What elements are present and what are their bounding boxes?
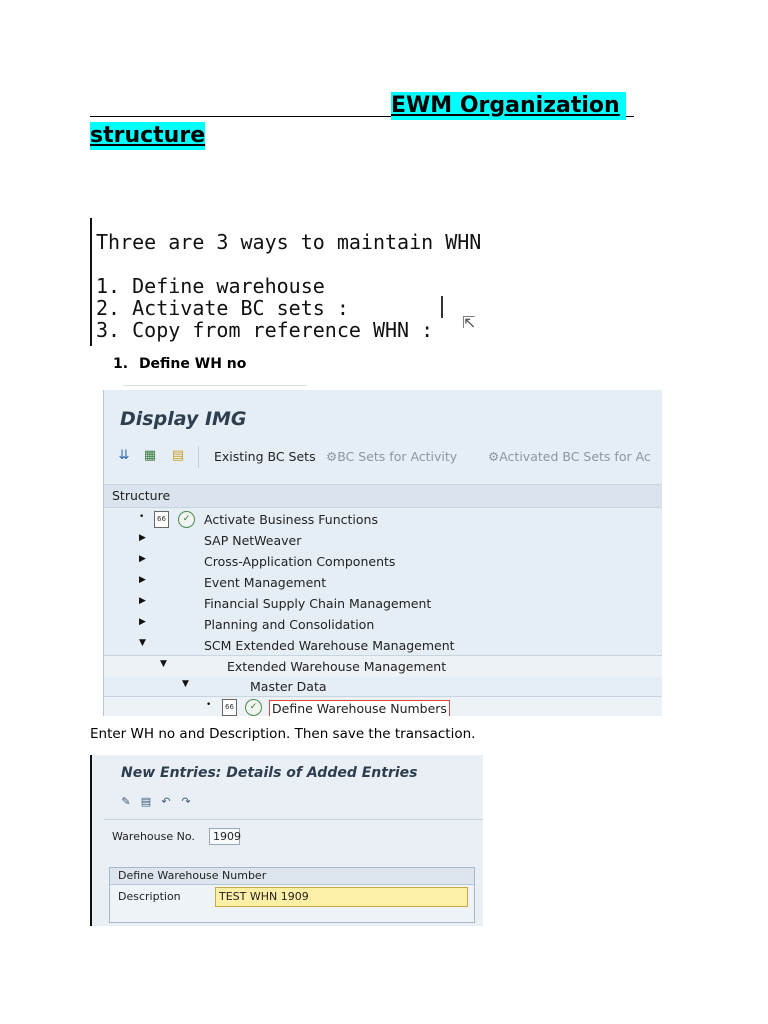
tree-node-master-data[interactable] [104, 676, 662, 697]
tree-label: Event Management [204, 575, 327, 590]
intro-item-3: 3. Copy from reference WHN : [96, 318, 434, 342]
text-caret [441, 296, 443, 318]
tree-node-planning-consolidation[interactable] [104, 614, 662, 635]
collapse-arrow-icon[interactable]: ▼ [160, 659, 167, 669]
tree-label: Planning and Consolidation [204, 617, 375, 632]
tree-label: Master Data [250, 679, 327, 694]
tree-label: Activate Business Functions [204, 512, 378, 527]
next-icon[interactable]: ↷ [181, 795, 191, 808]
bc-sets-icon: ⚙ [326, 449, 338, 464]
doc-icon[interactable]: 66 [222, 699, 237, 716]
divider [123, 385, 307, 386]
tree-node-activate-business-functions[interactable] [104, 509, 662, 530]
expand-arrow-icon[interactable]: ▶ [139, 554, 146, 564]
note-icon[interactable]: ▤ [171, 448, 185, 463]
collapse-arrow-icon[interactable]: ▼ [182, 679, 189, 689]
bullet-icon: • [206, 700, 212, 710]
save-icon[interactable]: ▤ [140, 795, 152, 808]
description-label: Description [118, 890, 181, 903]
step-heading [113, 356, 246, 372]
tree-icon[interactable]: ▦ [143, 448, 157, 463]
display-img-window [103, 390, 662, 716]
existing-bc-sets-button[interactable]: Existing BC Sets [214, 449, 316, 464]
undo-icon[interactable]: ↶ [161, 795, 171, 808]
exec-icon[interactable]: ✓ [245, 699, 262, 716]
instruction-text: Enter WH no and Description. Then save the transaction. [90, 726, 476, 742]
bc-sets-for-activity-button[interactable]: ⚙BC Sets for Activity [326, 449, 458, 464]
intro-item-2: 2. Activate BC sets : [96, 296, 349, 320]
window-title: Display IMG [120, 408, 247, 430]
find-icon[interactable]: ⇊ [118, 448, 130, 463]
divider [104, 819, 483, 820]
intro-heading: Three are 3 ways to maintain WHN [96, 230, 482, 254]
tree-label: Financial Supply Chain Management [204, 596, 432, 611]
expand-arrow-icon[interactable]: ▶ [139, 533, 146, 543]
step-number: 1. [113, 356, 129, 372]
expand-arrow-icon[interactable]: ▶ [139, 617, 146, 627]
edit-icon[interactable]: ✎ [121, 795, 131, 808]
tree-label: Cross-Application Components [204, 554, 396, 569]
new-entries-window [90, 755, 483, 926]
warehouse-no-label: Warehouse No. [112, 830, 195, 843]
tree-node-financial-supply-chain[interactable] [104, 593, 662, 614]
warehouse-no-field[interactable]: 1909 [209, 828, 240, 845]
tree-label: SCM Extended Warehouse Management [204, 638, 455, 653]
tree-node-cross-application[interactable] [104, 551, 662, 572]
cursor-icon: ⇱ [462, 313, 476, 332]
structure-label: Structure [112, 488, 171, 503]
tree-node-sap-netweaver[interactable] [104, 530, 662, 551]
bullet-icon: • [139, 512, 145, 522]
page-title-line2: structure [90, 123, 206, 148]
tree-label: SAP NetWeaver [204, 533, 302, 548]
description-field[interactable]: TEST WHN 1909 [215, 887, 468, 907]
toolbar-separator [198, 446, 199, 468]
toolbar [104, 440, 662, 474]
tree-node-define-warehouse-numbers[interactable] [104, 696, 662, 716]
define-warehouse-number-group [109, 867, 475, 923]
tree-node-event-management[interactable] [104, 572, 662, 593]
define-warehouse-numbers-link[interactable]: Define Warehouse Numbers [269, 700, 450, 716]
structure-header [104, 484, 662, 508]
tree-node-scm-ewm[interactable] [104, 635, 662, 656]
exec-icon[interactable]: ✓ [178, 511, 195, 528]
step-label: Define WH no [138, 356, 247, 372]
group-header [110, 868, 474, 885]
activated-bc-sets-button[interactable]: ⚙Activated BC Sets for Ac [488, 449, 651, 464]
bc-sets-icon: ⚙ [488, 449, 500, 464]
expand-arrow-icon[interactable]: ▶ [139, 575, 146, 585]
intro-item-1: 1. Define warehouse [96, 274, 325, 298]
group-title: Define Warehouse Number [118, 869, 267, 882]
tree-node-extended-warehouse-management[interactable] [104, 655, 662, 677]
collapse-arrow-icon[interactable]: ▼ [139, 638, 146, 648]
window-title: New Entries: Details of Added Entries [121, 765, 418, 781]
page-title-line1: EWM Organization [391, 92, 626, 120]
expand-arrow-icon[interactable]: ▶ [139, 596, 146, 606]
tree-label: Extended Warehouse Management [227, 659, 447, 674]
doc-icon[interactable]: 66 [154, 511, 169, 528]
